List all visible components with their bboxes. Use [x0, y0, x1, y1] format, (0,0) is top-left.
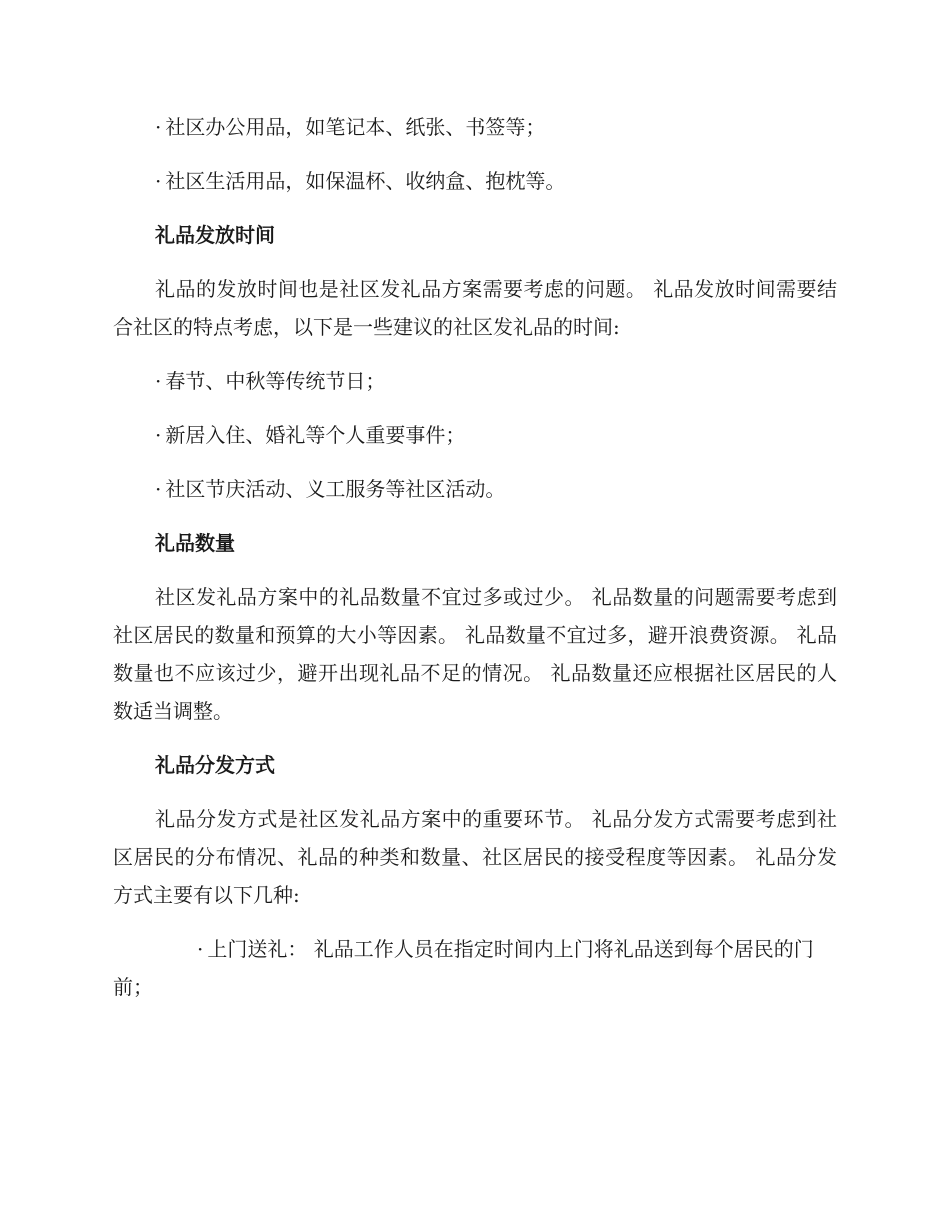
bullet-item [113, 108, 837, 146]
bullet-text: 社区生活用品，如保温杯、收纳盒、抱枕等。 [165, 169, 566, 193]
bullet-dot: · [155, 369, 162, 393]
bullet-dot: · [155, 115, 162, 139]
bullet-text: 社区节庆活动、义工服务等社区活动。 [165, 477, 506, 501]
document-body [113, 108, 837, 1022]
bullet-text: 上门送礼： 礼品工作人员在指定时间内上门将礼品送到每个居民的门前； [113, 937, 814, 999]
section-heading-quantity: 礼品数量 [155, 531, 235, 555]
paragraph: 礼品的发放时间也是社区发礼品方案需要考虑的问题。 礼品发放时间需要结合社区的特点考虑，以下是一些建议的社区发礼品的时间: [113, 277, 837, 339]
bullet-item [113, 416, 837, 454]
bullet-item [113, 162, 837, 200]
bullet-text: 社区办公用品，如笔记本、纸张、书签等； [165, 115, 546, 139]
bullet-dot: · [155, 423, 162, 447]
bullet-text: 新居入住、婚礼等个人重要事件； [165, 423, 466, 447]
bullet-item [113, 362, 837, 400]
bullet-dot: · [197, 937, 204, 961]
bullet-item [113, 470, 837, 508]
bullet-dot: · [155, 477, 162, 501]
bullet-item [113, 930, 837, 1006]
bullet-dot: · [155, 169, 162, 193]
section-heading-distribution-time: 礼品发放时间 [155, 223, 275, 247]
section-heading-distribution-method: 礼品分发方式 [155, 753, 275, 777]
paragraph: 社区发礼品方案中的礼品数量不宜过多或过少。 礼品数量的问题需要考虑到社区居民的数量和预算的大小等因素。 礼品数量不宜过多，避开浪费资源。 礼品数量也不应该过少，避开出现礼品不足的情况。 礼品数量还应根据社区居民的人数适当调整。 [113, 585, 837, 723]
paragraph: 礼品分发方式是社区发礼品方案中的重要环节。 礼品分发方式需要考虑到社区居民的分布情况、礼品的种类和数量、社区居民的接受程度等因素。 礼品分发方式主要有以下几种: [113, 807, 837, 907]
bullet-text: 春节、中秋等传统节日； [165, 369, 386, 393]
